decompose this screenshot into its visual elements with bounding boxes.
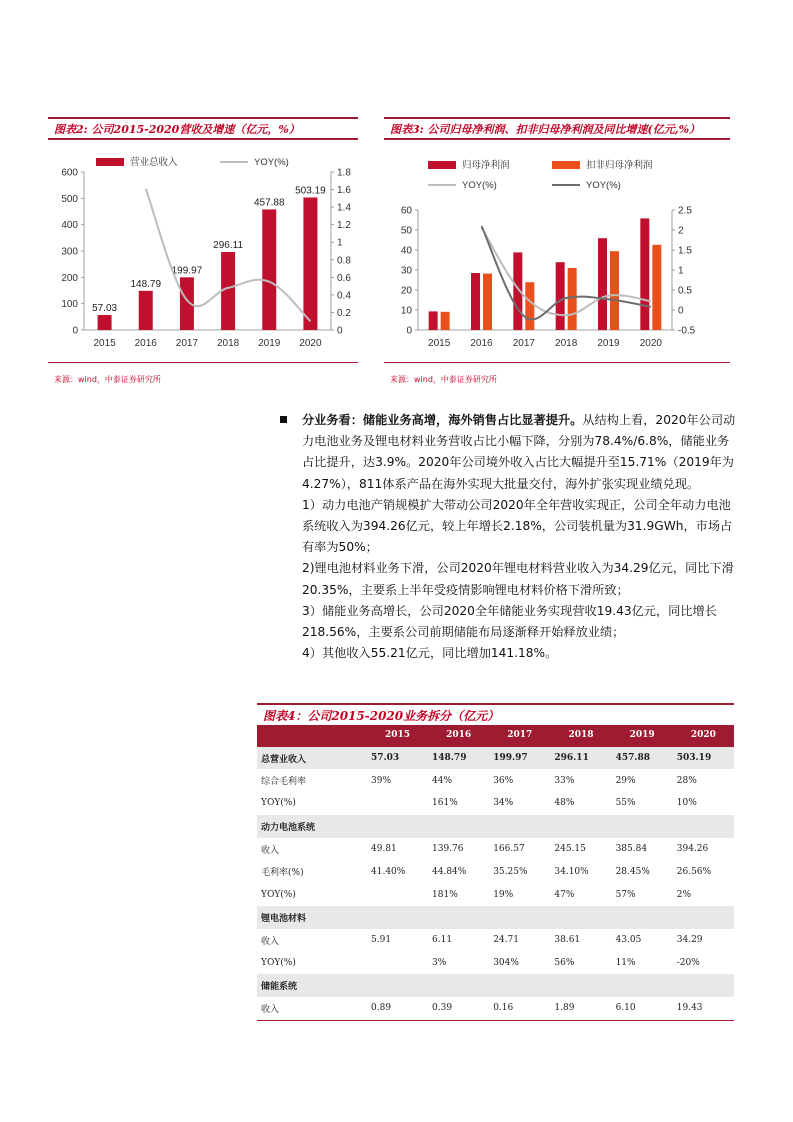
bar-扣非归母净利润	[525, 282, 534, 330]
right-tick-label: 0.5	[678, 285, 692, 297]
table4-header-cell: 2017	[489, 725, 550, 747]
legend-label: YOY(%)	[586, 180, 621, 191]
table4-row	[257, 860, 734, 883]
item-4: 4）其他收入55.21亿元，同比增加141.18%。	[302, 646, 558, 661]
legend-swatch	[552, 161, 580, 169]
right-tick-label: 1.6	[337, 185, 351, 197]
table4-header-cell	[257, 725, 367, 747]
chart3-title: 图表3: 公司归母净利润、扣非归母净利润及同比增速(亿元,%）	[390, 123, 701, 136]
right-tick-label: 0.4	[337, 290, 351, 302]
table4-cell: 503.19	[673, 747, 734, 770]
bar-营业总收入	[98, 315, 112, 330]
table4-row-label: 收入	[261, 845, 280, 856]
table4-cell	[673, 974, 734, 997]
table4-cell: 26.56%	[676, 866, 712, 877]
item-3: 3）储能业务高增长，公司2020全年储能业务实现营收19.43亿元，同比增长218.56%，主要系公司前期储能布局逐渐释开始释放业绩；	[302, 603, 717, 640]
table4-cell	[428, 906, 489, 929]
bar-data-label: 503.19	[295, 185, 326, 197]
table4-cell: 56%	[554, 958, 575, 969]
left-tick-label: 200	[61, 272, 78, 284]
table4-cell: 57.03	[367, 747, 428, 770]
chart3-top-rule	[384, 117, 730, 119]
table4-cell: 49.81	[371, 844, 397, 855]
bar-归母净利润	[640, 218, 649, 330]
table4-cell	[550, 906, 611, 929]
table4-header-cell: 2016	[428, 725, 489, 747]
legend-label: 扣非归母净利润	[586, 160, 653, 171]
table4-cell: 199.97	[489, 747, 550, 770]
table4-cell: 35.25%	[493, 866, 528, 877]
table4-row	[257, 769, 734, 792]
legend-label: YOY(%)	[462, 180, 497, 191]
table4-cell	[367, 906, 428, 929]
x-tick-label: 2020	[639, 338, 662, 349]
table4-row-label: 毛利率(%)	[261, 868, 304, 879]
right-tick-label: 0	[337, 325, 343, 337]
right-tick-label: 0.6	[337, 272, 351, 284]
legend-swatch	[428, 161, 456, 169]
chart3-svg	[384, 142, 732, 360]
chart3-source: 来源：wind，中泰证券研究所	[390, 375, 497, 384]
table4-cell: 41.40%	[371, 866, 406, 877]
right-tick-label: 1.2	[337, 220, 351, 232]
table4-section-row	[257, 906, 734, 929]
right-tick-label: 1.5	[678, 245, 692, 257]
table4-cell	[489, 815, 550, 838]
table4-cell	[673, 906, 734, 929]
bullet-paragraph	[302, 410, 736, 495]
table4-cell: 10%	[676, 798, 697, 809]
left-tick-label: 100	[61, 299, 78, 311]
bar-营业总收入	[262, 209, 276, 330]
table4-row	[257, 883, 734, 906]
chart3-title-rule	[384, 138, 730, 140]
table4-cell: 385.84	[615, 844, 648, 855]
legend-swatch	[96, 158, 124, 166]
x-tick-label: 2017	[512, 338, 535, 349]
table4-row	[257, 747, 734, 770]
table4-row	[257, 952, 734, 975]
x-tick-label: 2017	[175, 338, 199, 349]
table4-cell: 47%	[554, 889, 575, 900]
right-tick-label: 1	[678, 265, 684, 277]
table4-cell	[673, 815, 734, 838]
legend-label: YOY(%)	[254, 157, 289, 168]
bar-营业总收入	[303, 197, 317, 330]
table4-row-label: YOY(%)	[261, 889, 296, 900]
x-tick-label: 2020	[299, 338, 322, 349]
bullet-lead: 分业务看：储能业务高增，海外销售占比显著提升。	[302, 413, 583, 427]
legend-label: 营业总收入	[130, 157, 178, 168]
table4-cell: 34.29	[676, 935, 703, 946]
table4-row	[257, 929, 734, 952]
table4-cell	[489, 974, 550, 997]
bar-营业总收入	[139, 291, 153, 330]
bar-扣非归母净利润	[483, 274, 492, 330]
table4-cell	[428, 974, 489, 997]
table4-cell: 2%	[676, 889, 692, 900]
item-1: 1）动力电池产销规模扩大带动公司2020年全年营收实现正，公司全年动力电池系统收入为394.26亿元，较上年增长2.18%，公司装机量为31.9GWh，市场占有率为50%；	[302, 497, 733, 555]
bar-data-label: 148.79	[130, 278, 162, 290]
table4-cell	[367, 815, 428, 838]
left-tick-label: 40	[400, 245, 412, 257]
table4-header-cell: 2019	[612, 725, 673, 747]
table4-cell: 34%	[493, 798, 514, 809]
table4-cell: 57%	[615, 889, 636, 900]
x-tick-label: 2016	[134, 338, 157, 349]
x-tick-label: 2019	[597, 338, 620, 349]
left-tick-label: 60	[400, 205, 412, 217]
left-tick-label: 30	[400, 265, 412, 277]
table4-header-row	[257, 725, 734, 747]
right-tick-label: 0.2	[337, 307, 351, 319]
right-tick-label: 0	[678, 305, 684, 317]
table4-header-cell: 2018	[550, 725, 611, 747]
bullet-square	[280, 416, 287, 423]
table4-cell: 33%	[554, 775, 575, 786]
table4-cell: 0.89	[367, 997, 428, 1020]
table4-cell: 1.89	[550, 997, 611, 1020]
table4-cell: 394.26	[676, 844, 709, 855]
table4-cell	[550, 815, 611, 838]
table4-cell: 0.39	[428, 997, 489, 1020]
table4-container	[257, 703, 734, 1021]
table4-cell	[612, 974, 673, 997]
left-tick-label: 0	[406, 325, 412, 337]
table4-cell: -20%	[676, 958, 700, 969]
chart2-svg	[48, 142, 360, 360]
left-tick-label: 10	[400, 305, 412, 317]
table4-cell: 296.11	[550, 747, 611, 770]
table4-cell: 29%	[615, 775, 636, 786]
right-tick-label: 1.4	[337, 202, 351, 214]
table4-cell	[612, 815, 673, 838]
table4-cell: 304%	[493, 958, 519, 969]
segment-analysis-text	[302, 410, 736, 664]
table4-cell: 38.61	[554, 935, 581, 946]
right-tick-label: 0.8	[337, 255, 351, 267]
bar-data-label: 296.11	[213, 240, 244, 252]
table4-cell: 181%	[432, 889, 458, 900]
table4-section-row	[257, 815, 734, 838]
table4-section-row	[257, 974, 734, 997]
table4-cell: 44.84%	[432, 866, 467, 877]
right-tick-label: -0.5	[678, 325, 696, 337]
table4-cell	[428, 815, 489, 838]
bar-扣非归母净利润	[610, 251, 619, 330]
bar-归母净利润	[556, 262, 565, 330]
table4-cell: 44%	[432, 775, 453, 786]
bar-归母净利润	[429, 311, 438, 330]
bar-data-label: 57.03	[92, 302, 118, 314]
table4-cell	[550, 974, 611, 997]
table4-header-cell: 2020	[673, 725, 734, 747]
table4-cell: 19.43	[673, 997, 734, 1020]
bar-扣非归母净利润	[652, 245, 661, 330]
left-tick-label: 0	[72, 325, 78, 337]
table4-body	[257, 747, 734, 1021]
left-tick-label: 400	[61, 220, 78, 232]
item-2: 2)锂电池材料业务下滑，公司2020年锂电材料营业收入为34.29亿元，同比下滑20.35%，主要系上半年受疫情影响锂电材料价格下滑所致；	[302, 561, 734, 597]
x-tick-label: 2015	[428, 338, 451, 349]
table4-cell	[367, 792, 428, 815]
bar-data-label: 199.97	[171, 265, 203, 277]
left-tick-label: 500	[61, 193, 78, 205]
table4-cell: 19%	[493, 889, 514, 900]
table4-title: 图表4：公司2015-2020业务拆分（亿元）	[263, 708, 500, 723]
table4-cell	[489, 906, 550, 929]
table4-cell: 28%	[676, 775, 697, 786]
bar-扣非归母净利润	[568, 268, 577, 330]
chart2-bottom-rule	[48, 362, 358, 363]
table4-cell: 43.05	[615, 935, 642, 946]
table4-row-label: YOY(%)	[261, 958, 296, 969]
x-tick-label: 2015	[93, 338, 116, 349]
table4-row-label: 收入	[261, 936, 280, 947]
table4-header-cell: 2015	[367, 725, 428, 747]
x-tick-label: 2019	[258, 338, 281, 349]
table4-cell: 24.71	[493, 935, 519, 946]
x-tick-label: 2018	[216, 338, 240, 349]
table4-cell: 34.10%	[554, 866, 589, 877]
chart2-source: 来源：wind，中泰证券研究所	[54, 375, 161, 384]
bar-data-label: 457.88	[253, 197, 285, 209]
table4-cell: 6.10	[612, 997, 673, 1020]
left-tick-label: 300	[61, 246, 78, 258]
chart3-bottom-rule	[384, 362, 730, 363]
table4-cell: 139.76	[432, 844, 464, 855]
table4-cell: 55%	[615, 798, 636, 809]
table4-cell	[367, 952, 428, 975]
right-tick-label: 2	[678, 225, 684, 237]
table4-cell: 28.45%	[615, 866, 650, 877]
right-tick-label: 1.8	[337, 167, 351, 179]
table4-row-label: YOY(%)	[261, 798, 296, 809]
left-tick-label: 20	[400, 285, 412, 297]
table4-cell: 148.79	[428, 747, 489, 770]
bar-归母净利润	[598, 238, 607, 330]
table4-cell: 39%	[371, 775, 392, 786]
chart2-top-rule	[48, 117, 358, 119]
table4-cell: 166.57	[493, 844, 525, 855]
table4-cell: 36%	[493, 775, 514, 786]
table4-cell	[367, 883, 428, 906]
table4	[257, 725, 734, 1021]
table4-cell: 3%	[432, 958, 447, 969]
table4-cell: 0.16	[489, 997, 550, 1020]
table4-cell: 161%	[432, 798, 458, 809]
bar-扣非归母净利润	[441, 312, 450, 330]
x-tick-label: 2016	[470, 338, 493, 349]
right-tick-label: 1	[337, 237, 343, 249]
table4-cell	[612, 906, 673, 929]
legend-label: 归母净利润	[462, 160, 510, 171]
left-tick-label: 50	[400, 225, 412, 237]
x-tick-label: 2018	[555, 338, 578, 349]
table4-cell: 48%	[554, 798, 575, 809]
table4-cell: 245.15	[554, 844, 586, 855]
table4-cell: 457.88	[612, 747, 673, 770]
table4-cell: 5.91	[371, 935, 392, 946]
table4-row-label: 综合毛利率	[261, 777, 307, 788]
table4-row-label: 储能系统	[257, 974, 367, 997]
bar-归母净利润	[471, 273, 480, 330]
chart2-title-rule	[48, 138, 358, 140]
table4-row-label: 锂电池材料	[257, 906, 367, 929]
bullet-body: 从结构上看，2020年公司动力电池业务及锂电材料业务营收占比小幅下降，分别为78.4%/6.8%，储能业务占比提升，达3.9%。2020年公司境外收入占比大幅提升至15.71%（2019年为4.27%），811体系产品在海外实现大批量交付，海外扩张实现业绩兑现。	[302, 413, 736, 491]
table4-cell	[367, 974, 428, 997]
table4-row-label: 收入	[257, 997, 367, 1020]
table4-cell: 6.11	[432, 935, 453, 946]
table4-row	[257, 838, 734, 861]
table4-cell: 11%	[615, 958, 636, 969]
table4-row-label: 总营业收入	[257, 747, 367, 770]
left-tick-label: 600	[61, 167, 78, 179]
right-tick-label: 2.5	[678, 205, 692, 217]
chart2-title: 图表2: 公司2015-2020营收及增速（亿元，%）	[54, 123, 300, 136]
table4-top-rule	[257, 703, 734, 705]
table4-row	[257, 792, 734, 815]
table4-row	[257, 997, 734, 1020]
table4-row-label: 动力电池系统	[257, 815, 367, 838]
